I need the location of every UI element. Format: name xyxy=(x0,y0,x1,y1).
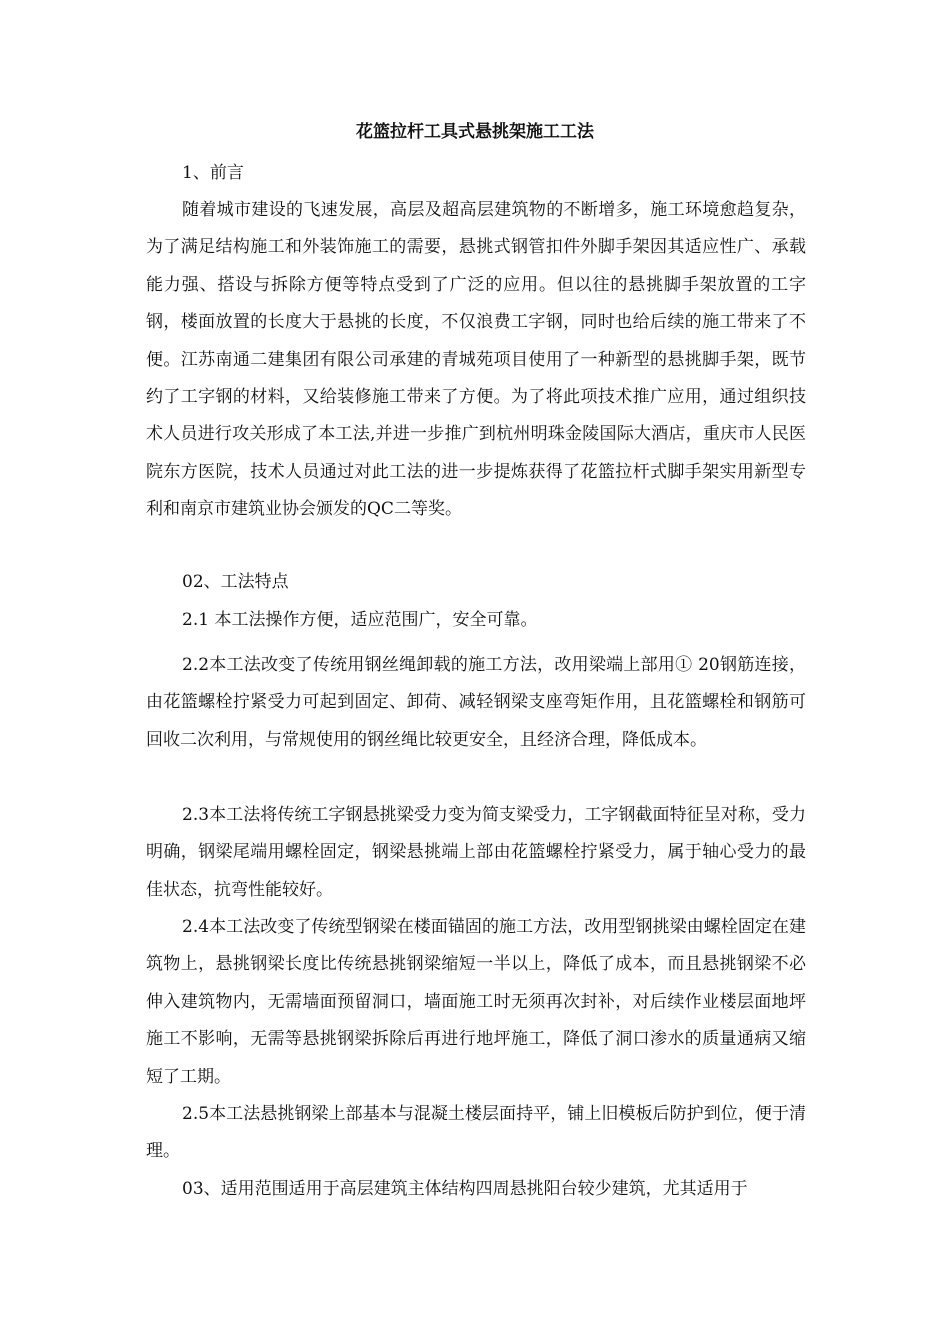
paragraph-feature-2-4: 2.4本工法改变了传统型钢梁在楼面锚固的施工方法，改用型钢挑梁由螺栓固定在建筑物上，悬挑钢梁长度比传统悬挑钢梁缩短一半以上，降低了成本，而且悬挑钢梁不必伸入建筑物内，无需墙面预留洞口，墙面施工时无须再次封补，对后续作业楼层面地坪施工不影响，无需等悬挑钢梁拆除后再进行地坪施工，降低了洞口渗水的质量通病又缩短了工期。 xyxy=(146,917,806,1087)
paragraph-feature-2-5: 2.5本工法悬挑钢梁上部基本与混凝土楼层面持平，铺上旧模板后防护到位，便于清理。 xyxy=(146,1104,806,1162)
paragraph-feature-2-2: 2.2本工法改变了传统用钢丝绳卸载的施工方法，改用梁端上部用① 20钢筋连接，由花篮螺栓拧紧受力可起到固定、卸荷、减轻钢梁支座弯矩作用，且花篮螺栓和钢筋可回收二次利用，与常规使用的钢丝绳比较更安全，且经济合理，降低成本。 xyxy=(146,655,806,750)
paragraph-preface-body: 随着城市建设的飞速发展，高层及超高层建筑物的不断增多，施工环境愈趋复杂，为了满足结构施工和外装饰施工的需要，悬挑式钢管扣件外脚手架因其适应性广、承载能力强、搭设与拆除方便等特点受到了广泛的应用。但以往的悬挑脚手架放置的工字钢，楼面放置的长度大于悬挑的长度，不仅浪费工字钢，同时也给后续的施工带来了不便。江苏南通二建集团有限公司承建的青城苑项目使用了一种新型的悬挑脚手架，既节约了工字钢的材料，又给装修施工带来了方便。为了将此项技术推广应用，通过组织技术人员进行攻关形成了本工法,并进一步推广到杭州明珠金陵国际大酒店，重庆市人民医院东方医院，技术人员通过对此工法的进一步提炼获得了花篮拉杆式脚手架实用新型专利和南京市建筑业协会颁发的QC二等奖。 xyxy=(146,200,806,520)
section-heading-features: 02、工法特点 xyxy=(182,572,289,592)
section-heading-preface: 1、前言 xyxy=(182,163,244,183)
paragraph-feature-2-3: 2.3本工法将传统工字钢悬挑梁受力变为简支梁受力，工字钢截面特征呈对称，受力明确，钢梁尾端用螺栓固定，钢梁悬挑端上部由花篮螺栓拧紧受力，属于轴心受力的最佳状态，抗弯性能较好。 xyxy=(146,805,806,900)
document-title: 花篮拉杆工具式悬挑架施工工法 xyxy=(356,122,594,142)
paragraph-scope: 03、适用范围适用于高层建筑主体结构四周悬挑阳台较少建筑，尤其适用于 xyxy=(182,1179,748,1199)
paragraph-feature-2-1: 2.1 本工法操作方便，适应范围广，安全可靠。 xyxy=(182,610,538,630)
